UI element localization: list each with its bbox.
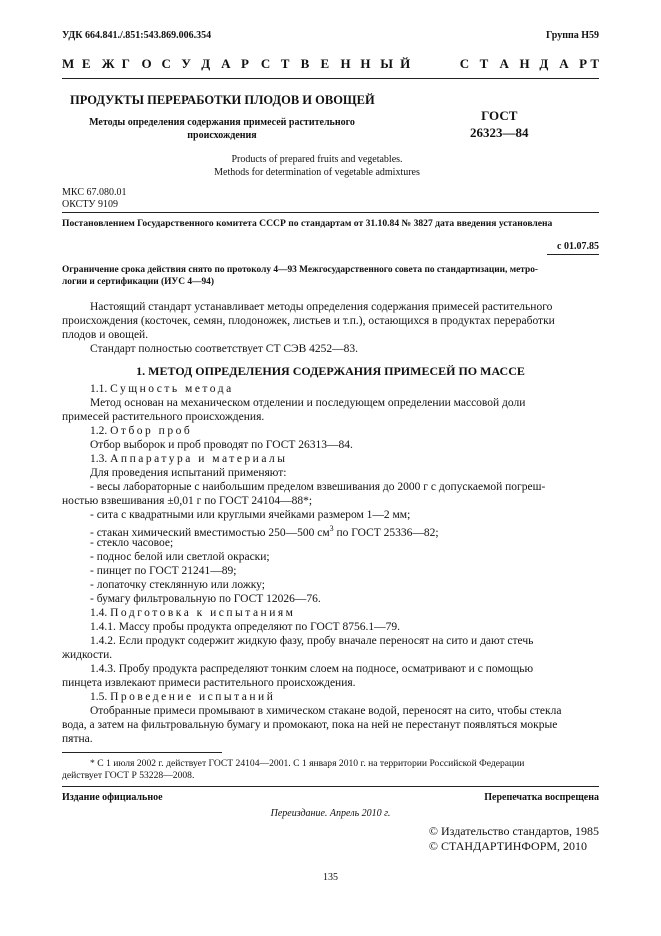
banner-letter: О — [141, 56, 152, 71]
reissue-note: Переиздание. Апрель 2010 г. — [270, 808, 391, 819]
copyright-line: © СТАНДАРТИНФОРМ, 2010 — [428, 839, 588, 853]
banner-letter: У — [181, 56, 191, 71]
document-subtitle — [62, 116, 382, 142]
banner-letter: Й — [400, 56, 411, 71]
banner-letter: Г — [121, 56, 130, 71]
footer-rule — [62, 786, 599, 787]
footnote-rule — [62, 752, 222, 753]
limitation-line: Ограничение срока действия снято по протоколу 4—93 Межгосударственного совета по стандартизации, метро- — [62, 265, 539, 275]
subsection-title — [90, 382, 627, 396]
body-line: Отбор выборок и проб проводят по ГОСТ 26313—84. — [90, 439, 353, 451]
list-item-text: по ГОСТ 25336—82; — [333, 526, 439, 539]
banner-letter: А — [499, 56, 509, 71]
english-title-line: Products of prepared fruits and vegetables. — [231, 154, 403, 165]
banner-letter: Т — [280, 56, 290, 71]
official-edition: Издание официальное — [62, 792, 163, 803]
effective-date: с 01.07.85 — [557, 241, 599, 252]
list-item: - бумагу фильтровальную по ГОСТ 12026—76. — [90, 593, 321, 605]
subsection-number: 1.3. — [90, 453, 108, 465]
copyright-line: © Издательство стандартов, 1985 — [428, 824, 599, 838]
header-rule — [62, 78, 599, 79]
subsection-number: 1.2. — [90, 425, 108, 437]
list-item-continuation: ностью взвешивания ±0,01 г по ГОСТ 24104—88*; — [62, 495, 313, 507]
list-item: - лопаточку стеклянную или ложку; — [90, 579, 265, 591]
banner-letter: Р — [579, 56, 588, 71]
copyright-block — [429, 824, 599, 854]
body-line: 1.4.1. Массу пробы продукта определяют по ГОСТ 8756.1—79. — [90, 621, 400, 633]
gost-designation — [470, 107, 529, 141]
section-heading: 1. МЕТОД ОПРЕДЕЛЕНИЯ СОДЕРЖАНИЯ ПРИМЕСЕЙ ПО МАССЕ — [136, 364, 525, 378]
udk-code: УДК 664.841./.851:543.869.006.354 — [62, 30, 212, 41]
banner-letter: С — [459, 56, 470, 71]
banner-letter: А — [221, 56, 231, 71]
list-item: - пинцет по ГОСТ 21241—89; — [90, 565, 237, 577]
subsection-title — [90, 424, 627, 438]
subtitle-line: Методы определения содержания примесей растительного — [89, 117, 355, 128]
subsection-title — [90, 606, 627, 620]
body-line: 1.4.2. Если продукт содержит жидкую фазу, пробу вначале переносят на сито и дают стечь — [90, 635, 534, 647]
banner-letter: Д — [539, 56, 549, 71]
english-title-line: Methods for determination of vegetable admixtures — [214, 167, 420, 178]
gost-label: ГОСТ — [481, 108, 518, 123]
limitation-line: логии и сертификации (ИУС 4—94) — [62, 277, 214, 287]
banner-letter: Ы — [380, 56, 393, 71]
mks-code: МКС 67.080.01 — [62, 187, 127, 198]
standard-banner — [62, 56, 599, 72]
list-item-text: - стакан химический вместимостью 250—500 см — [90, 526, 330, 539]
subsection-number: 1.1. — [90, 383, 108, 395]
english-title — [62, 153, 572, 179]
page-number: 135 — [323, 872, 338, 883]
body-line: пятна. — [62, 733, 93, 745]
subsection-number: 1.5. — [90, 691, 108, 703]
banner-letter: Е — [320, 56, 330, 71]
subsection-label: Аппаратура и материалы — [110, 453, 288, 465]
classification-codes — [62, 187, 126, 211]
subsection-number: 1.4. — [90, 607, 108, 619]
body-line: Для проведения испытаний применяют: — [90, 467, 287, 479]
date-underline — [547, 254, 599, 255]
subsection-label: Сущность метода — [110, 383, 234, 395]
footnote-line: * С 1 июля 2002 г. действует ГОСТ 24104—2001. С 1 января 2010 г. на территории Российской Федерации — [90, 758, 525, 769]
banner-letter: Н — [519, 56, 530, 71]
body-line: пинцета извлекают примеси растительного происхождения. — [62, 677, 356, 689]
banner-letter: В — [300, 56, 310, 71]
list-item: - стекло часовое; — [90, 537, 174, 549]
list-item: - сита с квадратными или круглыми ячейками размером 1—2 мм; — [90, 509, 411, 521]
banner-letter: Н — [360, 56, 371, 71]
reprint-notice: Перепечатка воспрещена — [484, 792, 599, 803]
banner-letter: М — [62, 56, 75, 71]
subsection-label: Отбор проб — [110, 425, 193, 437]
banner-letter: Е — [81, 56, 91, 71]
body-line: примесей растительного происхождения. — [62, 411, 265, 423]
body-line: Метод основан на механическом отделении и последующем определении массовой доли — [90, 397, 526, 409]
body-line: жидкости. — [62, 649, 113, 661]
banner-letter: А — [559, 56, 569, 71]
body-line: Отобранные примеси промывают в химическом стакане водой, переносят на сито, чтобы стекла — [90, 705, 562, 717]
intro-line: плодов и овощей. — [62, 329, 149, 341]
intro-line: Настоящий стандарт устанавливает методы определения содержания примесей растительного — [90, 301, 553, 313]
footnote-line: действует ГОСТ Р 53228—2008. — [62, 770, 195, 781]
banner-letter: Д — [201, 56, 211, 71]
okstu-code: ОКСТУ 9109 — [62, 199, 119, 210]
document-title: ПРОДУКТЫ ПЕРЕРАБОТКИ ПЛОДОВ И ОВОЩЕЙ — [70, 93, 375, 107]
banner-letter: Н — [340, 56, 351, 71]
list-item: - весы лабораторные с наибольшим пределом взвешивания до 2000 г с допускаемой погреш- — [90, 481, 546, 493]
banner-letter: С — [161, 56, 171, 71]
footnote — [62, 758, 599, 782]
intro-line: Стандарт полностью соответствует СТ СЭВ 4252—83. — [90, 343, 359, 355]
subsection-title — [90, 690, 627, 704]
limitation-note — [62, 264, 599, 288]
gost-number: 26323—84 — [470, 125, 529, 140]
superscript: 3 — [329, 524, 334, 533]
banner-letter: Т — [590, 56, 599, 71]
banner-letter: Т — [479, 56, 489, 71]
title-rule — [62, 212, 599, 213]
list-item: - поднос белой или светлой окраски; — [90, 551, 270, 563]
body-line: вода, а затем на фильтровальную бумагу и промокают, пока на ней не перестанут появляться мокрые — [62, 719, 558, 731]
subtitle-line: происхождения — [187, 130, 257, 141]
body-line: 1.4.3. Пробу продукта распределяют тонким слоем на подносе, осматривают и с помощью — [90, 663, 534, 675]
banner-letter: Р — [241, 56, 249, 71]
banner-letter: Ж — [101, 56, 115, 71]
banner-letter: С — [260, 56, 271, 71]
intro-line: происхождения (косточек, семян, плодоножек, листьев и т.п.), остающихся в продуктах переработки — [62, 315, 555, 327]
subsection-title — [90, 452, 627, 466]
subsection-label: Проведение испытаний — [110, 691, 276, 703]
subsection-label: Подготовка к испытаниям — [110, 607, 296, 619]
group-code: Группа Н59 — [546, 30, 599, 41]
decree-text: Постановлением Государственного комитета СССР по стандартам от 31.10.84 № 3827 дата введения установлена — [62, 218, 553, 229]
